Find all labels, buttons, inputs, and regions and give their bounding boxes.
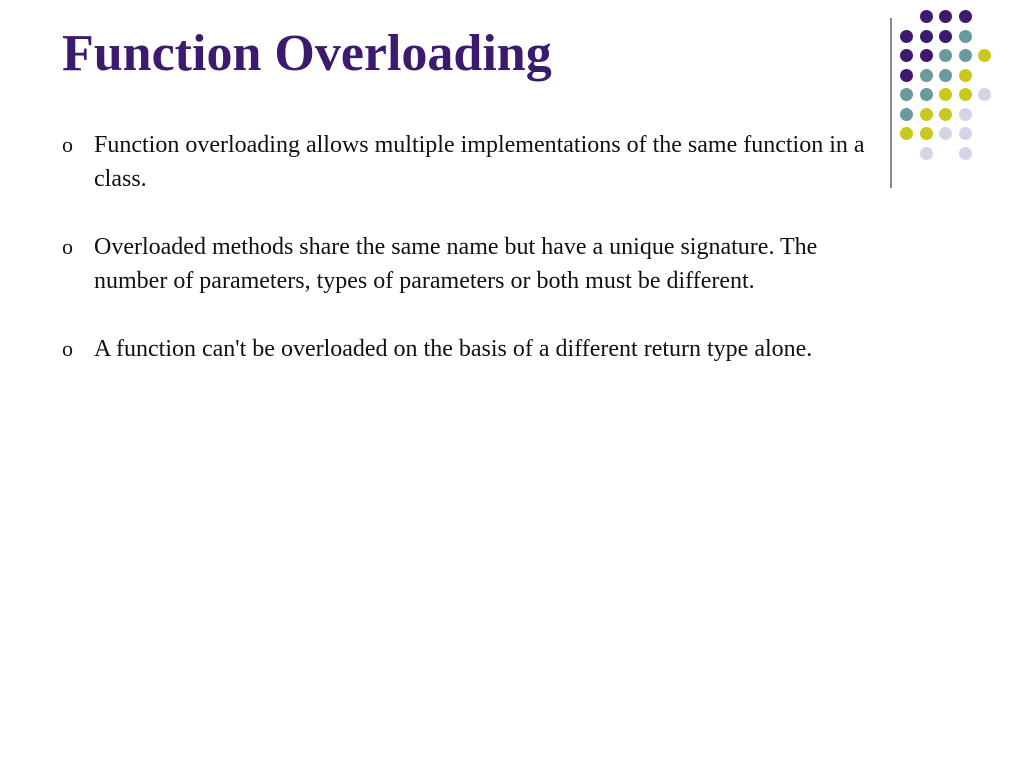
decorative-dot-icon	[920, 88, 933, 101]
decorative-dot-icon	[959, 10, 972, 23]
decorative-dot-icon	[900, 108, 913, 121]
bullet-marker-icon: o	[62, 234, 73, 259]
bullet-item	[62, 230, 877, 298]
slide-title: Function Overloading	[62, 25, 552, 82]
decorative-dot-icon	[959, 108, 972, 121]
decorative-dot-icon	[978, 49, 991, 62]
decorative-dot-icon	[920, 49, 933, 62]
decorative-dot-icon	[900, 88, 913, 101]
decorative-dot-icon	[920, 69, 933, 82]
decorative-dot-icon	[939, 69, 952, 82]
decorative-dot-icon	[920, 30, 933, 43]
decorative-dot-icon	[900, 69, 913, 82]
decorative-dot-icon	[939, 49, 952, 62]
decorative-dot-icon	[900, 30, 913, 43]
decorative-dot-icon	[939, 88, 952, 101]
bullet-marker-icon: o	[62, 132, 73, 157]
decorative-dot-icon	[920, 147, 933, 160]
decorative-dot-icon	[920, 10, 933, 23]
decorative-dot-icon	[959, 49, 972, 62]
bullet-text: Overloaded methods share the same name but have a unique signature. The number of parameters, types of parameters or both must be different.	[94, 234, 818, 294]
decorative-dot-icon	[959, 69, 972, 82]
bullet-marker-icon: o	[62, 336, 73, 361]
bullet-text: Function overloading allows multiple implementations of the same function in a class.	[94, 132, 865, 192]
decorative-dot-icon	[939, 127, 952, 140]
bullet-item	[62, 332, 877, 366]
decorative-dot-icon	[959, 30, 972, 43]
decorative-dot-icon	[978, 88, 991, 101]
bullet-list	[62, 128, 877, 400]
bullet-item	[62, 128, 877, 196]
decorative-dot-icon	[939, 108, 952, 121]
decorative-dot-icon	[920, 127, 933, 140]
decorative-dot-icon	[939, 10, 952, 23]
decorative-dot-icon	[959, 147, 972, 160]
decorative-dot-icon	[959, 88, 972, 101]
decorative-dot-icon	[920, 108, 933, 121]
decorative-dot-grid	[900, 10, 1010, 170]
bullet-text: A function can't be overloaded on the basis of a different return type alone.	[94, 336, 813, 362]
vertical-divider	[890, 18, 892, 188]
decorative-dot-icon	[900, 127, 913, 140]
decorative-dot-icon	[900, 49, 913, 62]
decorative-dot-icon	[959, 127, 972, 140]
decorative-dot-icon	[939, 30, 952, 43]
